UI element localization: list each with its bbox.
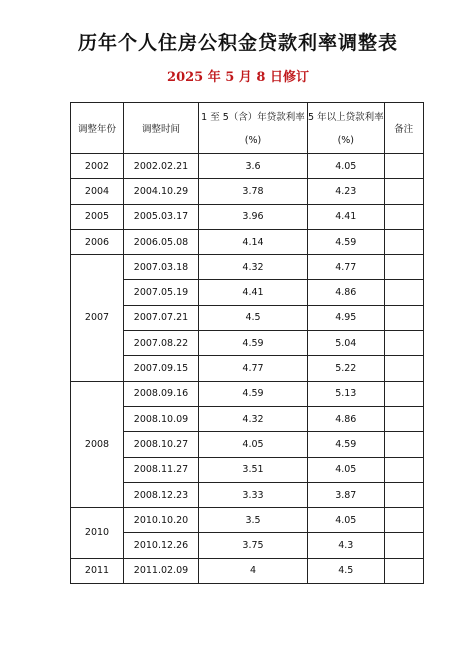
header-rate-5plus: 5 年以上贷款利率 — [308, 103, 385, 129]
date-cell: 2007.07.21 — [124, 305, 199, 330]
revision-date: 2025 年 5 月 8 日修订 — [167, 70, 309, 85]
date-cell: 2008.10.09 — [124, 406, 199, 431]
table-row — [71, 331, 424, 356]
date-cell: 2007.09.15 — [124, 356, 199, 381]
rate-1-5-cell: 4.41 — [199, 280, 308, 305]
year-cell: 2002 — [71, 154, 124, 179]
date-cell: 2007.05.19 — [124, 280, 199, 305]
rate-1-5-cell: 4.05 — [199, 432, 308, 457]
rate-5plus-cell: 4.59 — [308, 229, 385, 254]
table-row — [71, 356, 424, 381]
note-cell — [384, 533, 423, 558]
date-cell: 2008.12.23 — [124, 482, 199, 507]
rate-1-5-cell: 4 — [199, 558, 308, 583]
table-row — [71, 457, 424, 482]
rate-1-5-cell: 4.59 — [199, 331, 308, 356]
date-cell: 2008.09.16 — [124, 381, 199, 406]
note-cell — [384, 406, 423, 431]
rate-5plus-cell: 5.04 — [308, 331, 385, 356]
date-cell: 2005.03.17 — [124, 204, 199, 229]
date-cell: 2007.03.18 — [124, 255, 199, 280]
rate-5plus-cell: 4.05 — [308, 457, 385, 482]
header-rate-5plus-unit: (%) — [308, 128, 385, 154]
date-cell: 2007.08.22 — [124, 331, 199, 356]
note-cell — [384, 356, 423, 381]
table-row — [71, 482, 424, 507]
rate-5plus-cell: 5.13 — [308, 381, 385, 406]
table-row — [71, 280, 424, 305]
rate-5plus-cell: 4.5 — [308, 558, 385, 583]
year-cell: 2006 — [71, 229, 124, 254]
date-cell: 2002.02.21 — [124, 154, 199, 179]
date-cell: 2010.10.20 — [124, 508, 199, 533]
note-cell — [384, 255, 423, 280]
table-row — [71, 432, 424, 457]
rate-1-5-cell: 3.6 — [199, 154, 308, 179]
year-cell: 2005 — [71, 204, 124, 229]
rate-5plus-cell: 4.59 — [308, 432, 385, 457]
date-cell: 2011.02.09 — [124, 558, 199, 583]
note-cell — [384, 331, 423, 356]
note-cell — [384, 280, 423, 305]
note-cell — [384, 482, 423, 507]
header-note: 备注 — [384, 103, 423, 154]
note-cell — [384, 204, 423, 229]
table-row — [71, 255, 424, 280]
rate-5plus-cell: 4.86 — [308, 406, 385, 431]
header-rate-1-5-unit: (%) — [199, 128, 308, 154]
rate-1-5-cell: 4.32 — [199, 255, 308, 280]
rate-1-5-cell: 3.51 — [199, 457, 308, 482]
rate-1-5-cell: 4.77 — [199, 356, 308, 381]
note-cell — [384, 229, 423, 254]
year-cell: 2007 — [71, 255, 124, 381]
rate-5plus-cell: 4.3 — [308, 533, 385, 558]
header-year: 调整年份 — [71, 103, 124, 154]
rate-5plus-cell: 4.77 — [308, 255, 385, 280]
note-cell — [384, 381, 423, 406]
rate-1-5-cell: 4.14 — [199, 229, 308, 254]
rate-1-5-cell: 3.75 — [199, 533, 308, 558]
rate-1-5-cell: 3.78 — [199, 179, 308, 204]
rate-5plus-cell: 4.05 — [308, 154, 385, 179]
note-cell — [384, 508, 423, 533]
table-row — [71, 533, 424, 558]
rate-1-5-cell: 4.59 — [199, 381, 308, 406]
table-row — [71, 381, 424, 406]
table-row — [71, 229, 424, 254]
rate-5plus-cell: 4.05 — [308, 508, 385, 533]
note-cell — [384, 179, 423, 204]
header-rate-1-5: 1 至 5（含）年贷款利率 — [199, 103, 308, 129]
table-row — [71, 305, 424, 330]
date-cell: 2008.11.27 — [124, 457, 199, 482]
note-cell — [384, 558, 423, 583]
note-cell — [384, 432, 423, 457]
table-row — [71, 204, 424, 229]
rate-5plus-cell: 4.41 — [308, 204, 385, 229]
table-row — [71, 508, 424, 533]
table-row — [71, 179, 424, 204]
rate-1-5-cell: 4.5 — [199, 305, 308, 330]
date-cell: 2010.12.26 — [124, 533, 199, 558]
year-cell: 2008 — [71, 381, 124, 507]
year-cell: 2004 — [71, 179, 124, 204]
rate-table — [70, 102, 424, 584]
header-date: 调整时间 — [124, 103, 199, 154]
document-title: 历年个人住房公积金贷款利率调整表 — [77, 32, 398, 54]
note-cell — [384, 457, 423, 482]
rate-1-5-cell: 3.33 — [199, 482, 308, 507]
rate-5plus-cell: 4.86 — [308, 280, 385, 305]
rate-1-5-cell: 3.5 — [199, 508, 308, 533]
date-cell: 2006.05.08 — [124, 229, 199, 254]
rate-table-body — [71, 154, 424, 584]
rate-1-5-cell: 3.96 — [199, 204, 308, 229]
table-row — [71, 406, 424, 431]
year-cell: 2010 — [71, 508, 124, 559]
table-row — [71, 558, 424, 583]
rate-5plus-cell: 5.22 — [308, 356, 385, 381]
note-cell — [384, 154, 423, 179]
rate-5plus-cell: 4.95 — [308, 305, 385, 330]
table-row — [71, 154, 424, 179]
date-cell: 2008.10.27 — [124, 432, 199, 457]
rate-1-5-cell: 4.32 — [199, 406, 308, 431]
rate-5plus-cell: 4.23 — [308, 179, 385, 204]
note-cell — [384, 305, 423, 330]
date-cell: 2004.10.29 — [124, 179, 199, 204]
year-cell: 2011 — [71, 558, 124, 583]
rate-5plus-cell: 3.87 — [308, 482, 385, 507]
